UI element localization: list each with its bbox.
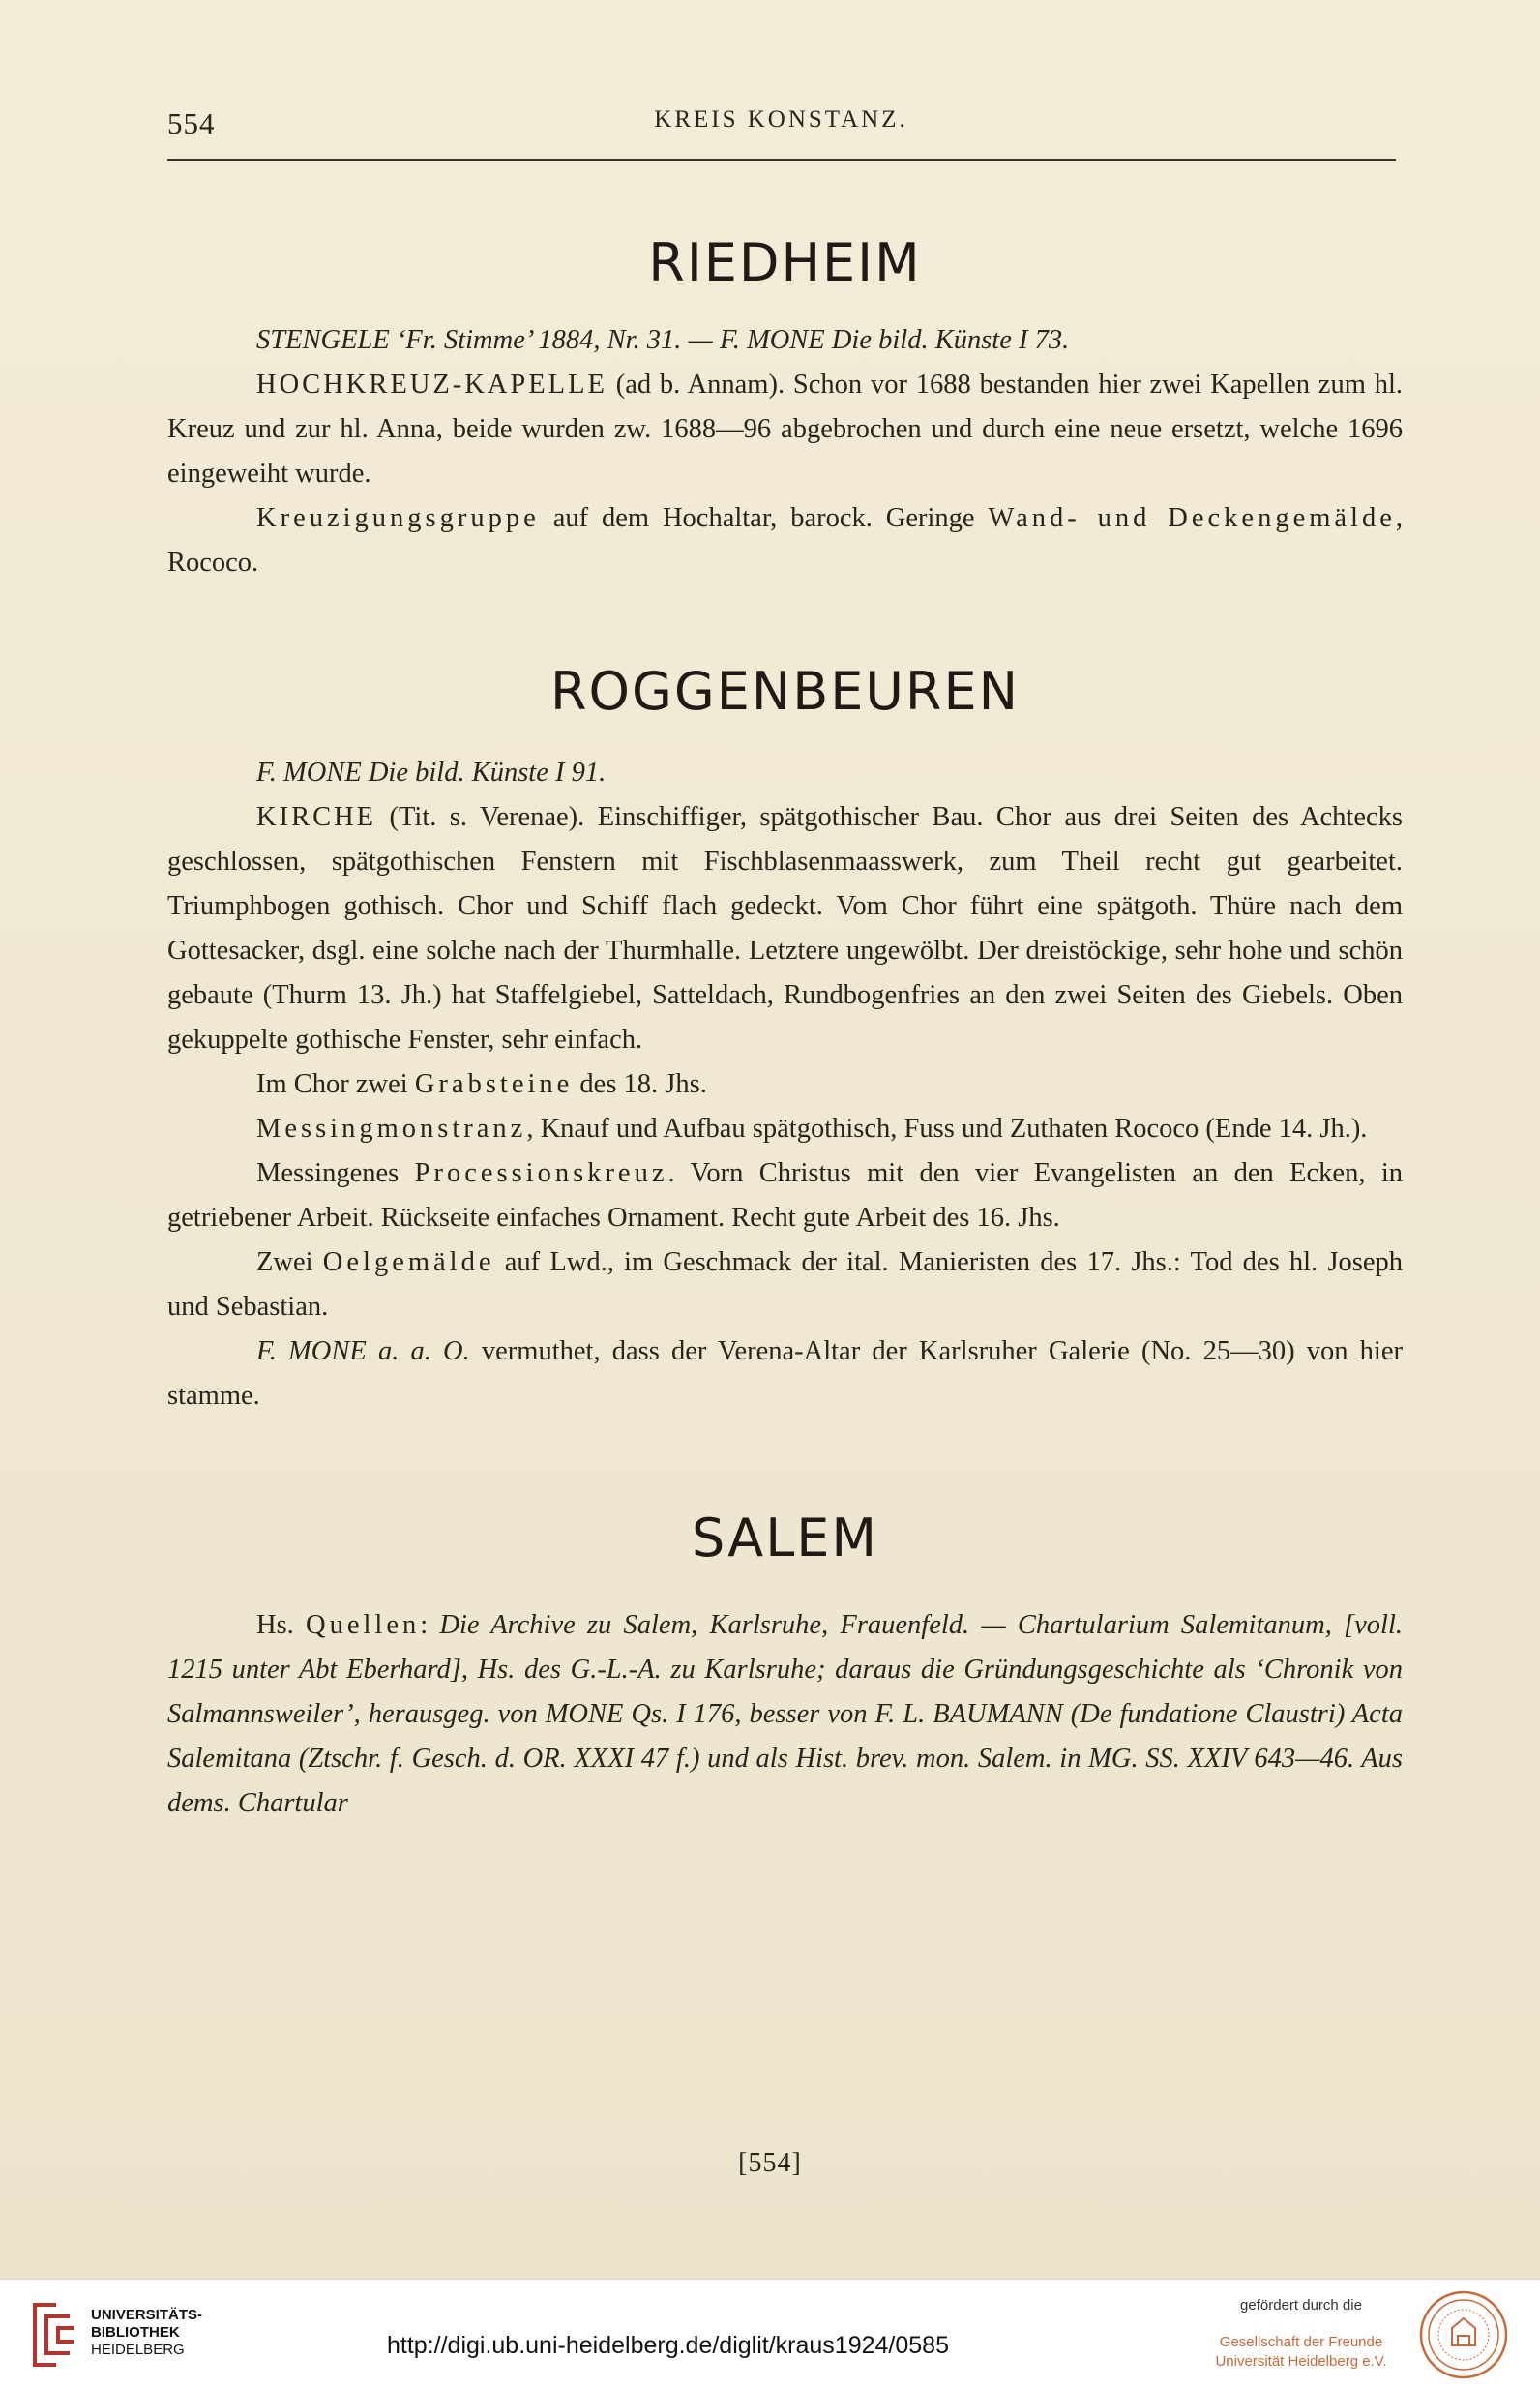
library-name-line: HEIDELBERG [91,2342,185,2358]
spaced-term: Messingmonstranz [256,1114,527,1144]
sponsor-label: gefördert durch die [1240,2297,1362,2314]
paragraph-text: Zwei [256,1247,323,1277]
bottom-page-number: [554] [738,2148,802,2178]
paragraph-text: des 18. Jhs. [573,1069,707,1099]
paragraph-text: (Tit. s. Verenae). Einschiffiger, spätgothischer Bau. Chor aus drei Seiten des Achtecks geschlossen, spätgothischen Fenstern mit Fischblasenmaasswerk, zum Theil recht gut gearbeitet. Triumphbogen gothisch. Chor und Schiff flach gedeckt. Vom Chor führt eine spätgoth. Thüre nach dem Gottesacker, dsgl. eine solche nach der Thurmhalle. Letztere ungewölbt. Der dreistöckige, sehr hohe und schön gebaute (Thurm 13. Jh.) hat Staffelgiebel, Satteldach, Rundbogenfries an den zwei Seiten des Giebels. Oben gekuppelte gothische Fenster, sehr einfach. [167,802,1403,1055]
paragraph [167,363,1403,496]
paragraph [167,1603,1403,1826]
library-name-line: UNIVERSITÄTS- [91,2307,203,2323]
paragraph [167,496,1403,585]
paragraph [167,795,1403,1062]
section-title-roggenbeuren: ROGGENBEUREN [550,661,1020,722]
page-number: 554 [167,106,216,140]
sponsor-name-line: Gesellschaft der Freunde [1219,2334,1383,2350]
paragraph-text: auf dem Hochaltar, barock. Geringe [539,503,989,533]
paragraph-text: . Vorn Christus mit den vier Evangelisten an den Ecken, in getriebener Arbeit. Rückseite einfaches Ornament. Recht gute Arbeit des 16. Jhs. [167,1158,1403,1233]
spaced-term: Oelgemälde [322,1247,495,1277]
paragraph [167,1107,1403,1151]
header-rule [167,159,1396,161]
spaced-term: Quellen [306,1610,421,1640]
paragraph [167,1151,1403,1240]
paragraph [167,1240,1403,1329]
paragraph-text: , Rococo. [167,503,1403,578]
permalink-url[interactable]: http://digi.ub.uni-heidelberg.de/diglit/kraus1924/0585 [387,2332,949,2359]
running-header [167,99,1395,159]
paragraph-text: vermuthet, dass der Verena-Altar der Karlsruher Galerie (No. 25—30) von hier stamme. [167,1336,1403,1411]
sponsor-name-line: Universität Heidelberg e.V. [1215,2353,1387,2370]
citation: F. MONE a. a. O. [256,1336,470,1366]
library-name-line: BIBLIOTHEK [91,2324,180,2341]
viewer-footer [0,2279,1540,2389]
university-seal-icon [1418,2289,1509,2380]
university-library-logo-icon [27,2295,77,2373]
spaced-term: Wand- und Deckengemälde [988,503,1396,533]
section-title-riedheim: RIEDHEIM [648,232,922,293]
paragraph [167,1329,1403,1418]
paragraph-text: Hs. [256,1610,307,1640]
lead-term: KIRCHE [256,802,377,832]
paragraph-text: : [420,1610,440,1640]
sponsor-block [1190,2297,1412,2372]
paragraph-text: , Knauf und Aufbau spätgothisch, Fuss und Zuthaten Rococo (Ende 14. Jh.). [526,1114,1368,1144]
spaced-term: Processionskreuz [414,1158,668,1188]
section-title-salem: SALEM [691,1508,878,1568]
page-body [167,232,1403,1826]
bibliography-riedheim: STENGELE ‘Fr. Stimme’ 1884, Nr. 31. — F. MONE Die bild. Künste I 73. [256,325,1070,355]
spaced-term: Kreuzigungsgruppe [256,503,540,533]
paragraph-text: Messingenes [256,1158,415,1188]
paragraph-text: Im Chor zwei [256,1069,415,1099]
running-title: KREIS KONSTANZ. [654,106,908,133]
library-name [91,2307,202,2359]
bibliography-roggenbeuren: F. MONE Die bild. Künste I 91. [256,758,607,788]
paragraph-text: (ad b. Annam). Schon vor 1688 bestanden hier zwei Kapellen zum hl. Kreuz und zur hl. Anna, beide wurden zw. 1688—96 abgebrochen und durch eine neue ersetzt, welche 1696 eingeweiht wurde. [167,370,1403,489]
paragraph [167,1062,1403,1107]
spaced-term: Grabsteine [414,1069,574,1099]
lead-term: HOCHKREUZ-KAPELLE [256,370,607,400]
paragraph-text: auf Lwd., im Geschmack der ital. Manieristen des 17. Jhs.: Tod des hl. Joseph und Sebastian. [167,1247,1403,1322]
citation: Die Archive zu Salem, Karlsruhe, Frauenfeld. — Chartularium Salemitanum, [voll. 1215 unter Abt Eberhard], Hs. des G.-L.-A. zu Karlsruhe; daraus die Gründungsgeschichte als ‘Chronik von Salmannsweiler’, herausgeg. von MONE Qs. I 176, besser von F. L. BAUMANN (De fundatione Claustri) Acta Salemitana (Ztschr. f. Gesch. d. OR. XXXI 47 f.) und als Hist. brev. mon. Salem. in MG. SS. XXIV 643—46. Aus dems. Chartular [167,1610,1403,1818]
